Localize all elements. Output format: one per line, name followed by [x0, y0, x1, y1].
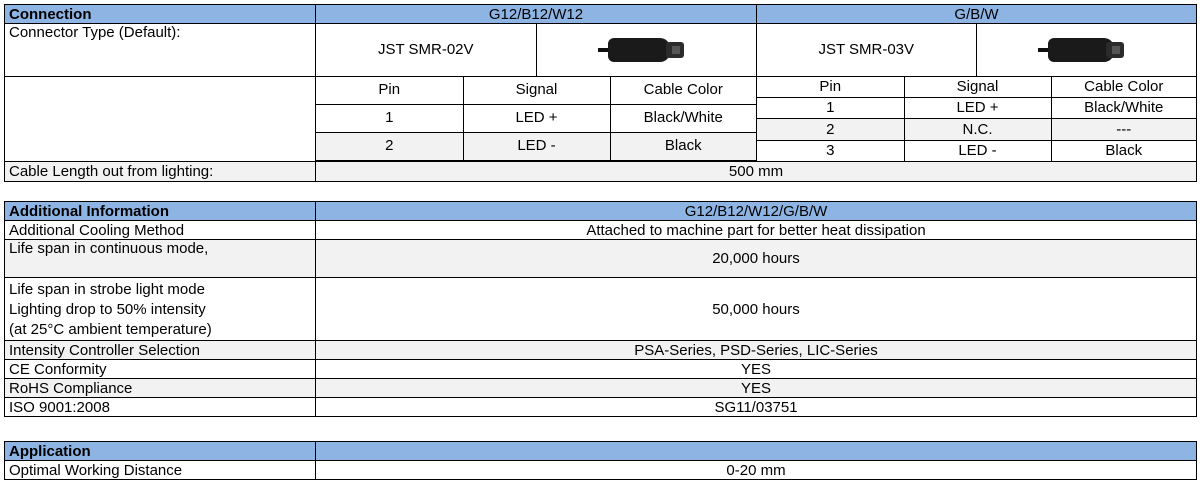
connector-type-col1	[316, 24, 757, 77]
row-value: 50,000 hours	[316, 278, 1197, 341]
application-header-label: Application	[5, 442, 316, 461]
connector-type-col2	[757, 24, 1197, 77]
table-row	[5, 398, 1197, 417]
signal-cell: LED -	[463, 132, 610, 160]
row-value: PSA-Series, PSD-Series, LIC-Series	[316, 341, 1197, 360]
row-label: CE Conformity	[5, 360, 316, 379]
pin-table-left	[316, 77, 757, 162]
cable-length-label: Cable Length out from lighting:	[5, 162, 316, 182]
application-header-row	[5, 442, 1197, 461]
color-cell: ---	[1051, 119, 1196, 140]
connector-type-col2-value: JST SMR-03V	[757, 24, 976, 76]
pin-cell: 3	[757, 140, 904, 161]
connector-2pin-icon	[536, 24, 756, 76]
color-cell: Black	[1051, 140, 1196, 161]
pin-header-color: Cable Color	[1051, 77, 1196, 98]
connection-header-row	[5, 5, 1197, 24]
pin-table-right	[757, 77, 1197, 162]
label-line: Lighting drop to 50% intensity	[9, 301, 206, 318]
connector-type-row	[5, 24, 1197, 77]
connection-header-col2: G/B/W	[757, 5, 1197, 24]
additional-header-label: Additional Information	[5, 202, 316, 221]
row-label	[5, 278, 316, 341]
color-cell: Black	[610, 132, 756, 160]
pin-header-pin: Pin	[757, 77, 904, 98]
connector-type-label: Connector Type (Default):	[5, 24, 316, 77]
table-row	[316, 132, 756, 160]
row-value: 0-20 mm	[316, 461, 1197, 480]
row-label: Optimal Working Distance	[5, 461, 316, 480]
pin-table-row	[5, 77, 1197, 162]
row-value: SG11/03751	[316, 398, 1197, 417]
connection-header-col1: G12/B12/W12	[316, 5, 757, 24]
signal-cell: LED +	[463, 104, 610, 132]
signal-cell: N.C.	[904, 119, 1051, 140]
pin-header-signal: Signal	[904, 77, 1051, 98]
connector-type-col1-value: JST SMR-02V	[316, 24, 536, 76]
table-row	[757, 98, 1196, 119]
row-label: Additional Cooling Method	[5, 221, 316, 240]
pin-table-left-header	[316, 77, 756, 104]
additional-header-col: G12/B12/W12/G/B/W	[316, 202, 1197, 221]
table-row	[5, 341, 1197, 360]
row-value: 20,000 hours	[316, 240, 1197, 278]
label-line: (at 25°C ambient temperature)	[9, 321, 212, 338]
table-row	[757, 140, 1196, 161]
table-row	[5, 240, 1197, 278]
additional-header-row	[5, 202, 1197, 221]
connection-table	[4, 4, 1197, 182]
table-row	[5, 278, 1197, 341]
pin-header-pin: Pin	[316, 77, 463, 104]
signal-cell: LED -	[904, 140, 1051, 161]
connection-header-label: Connection	[5, 5, 316, 24]
label-line: Life span in strobe light mode	[9, 281, 205, 298]
row-label: RoHS Compliance	[5, 379, 316, 398]
table-row	[5, 379, 1197, 398]
table-row	[5, 461, 1197, 480]
pin-table-label	[5, 77, 316, 162]
row-label: Life span in continuous mode,	[5, 240, 316, 278]
row-value: Attached to machine part for better heat dissipation	[316, 221, 1197, 240]
pin-cell: 1	[316, 104, 463, 132]
application-table	[4, 441, 1197, 480]
cable-length-value: 500 mm	[316, 162, 1197, 182]
signal-cell: LED +	[904, 98, 1051, 119]
row-value: YES	[316, 379, 1197, 398]
row-label: ISO 9001:2008	[5, 398, 316, 417]
additional-info-table	[4, 201, 1197, 417]
table-row	[316, 104, 756, 132]
table-row	[5, 360, 1197, 379]
pin-table-right-header	[757, 77, 1196, 98]
pin-cell: 2	[316, 132, 463, 160]
application-header-col	[316, 442, 1197, 461]
pin-header-color: Cable Color	[610, 77, 756, 104]
connector-3pin-icon	[976, 24, 1196, 76]
row-value: YES	[316, 360, 1197, 379]
color-cell: Black/White	[610, 104, 756, 132]
pin-cell: 1	[757, 98, 904, 119]
table-row	[757, 119, 1196, 140]
color-cell: Black/White	[1051, 98, 1196, 119]
cable-length-row	[5, 162, 1197, 182]
table-row	[5, 221, 1197, 240]
pin-header-signal: Signal	[463, 77, 610, 104]
row-label: Intensity Controller Selection	[5, 341, 316, 360]
pin-cell: 2	[757, 119, 904, 140]
